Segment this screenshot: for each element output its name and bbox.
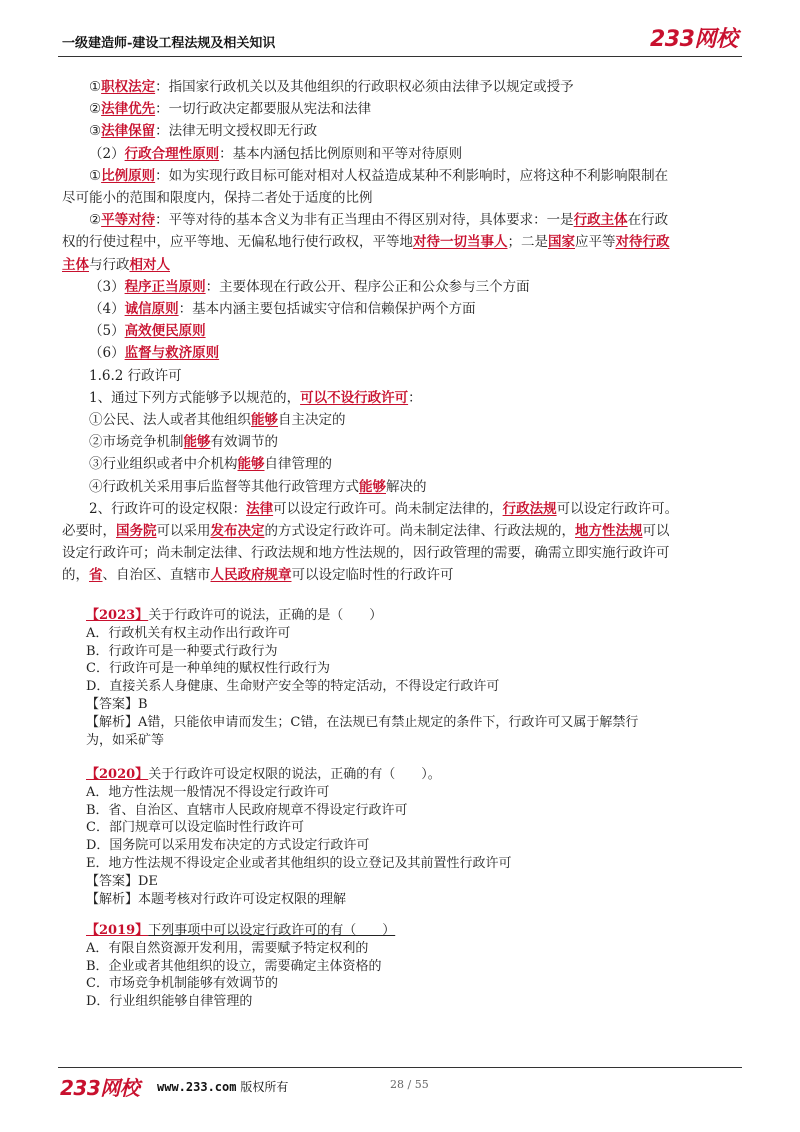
text-line: ②法律优先：一切行政决定都要服从宪法和法律	[89, 101, 372, 118]
exam-question-2019	[86, 922, 736, 1011]
key-term: 可以不设行政许可	[300, 389, 409, 406]
key-term: 行政合理性原则	[124, 145, 220, 162]
question-answer: 【答案】B	[86, 696, 148, 712]
question-answer: 【答案】DE	[86, 873, 158, 889]
question-option: D．直接关系人身健康、生命财产安全等的特定活动，不得设定行政许可	[86, 679, 500, 695]
text-line: 权的行使过程中，应平等地、无偏私地行使行政权，平等地对待一切当事人；二是国家应平等对待行政	[62, 234, 670, 251]
year-tag: 【2019】	[86, 923, 149, 938]
key-term: 法律优先	[101, 101, 156, 118]
site-url[interactable]: www.233.com	[157, 1080, 237, 1094]
question-stem: 【2023】关于行政许可的说法，正确的是（ ）	[86, 608, 383, 623]
key-term: 行政主体	[573, 212, 628, 229]
question-option: A．地方性法规一般情况不得设定行政许可	[86, 784, 330, 800]
key-term: 法律	[246, 500, 274, 517]
text-line: （6）监督与救济原则	[89, 345, 220, 362]
question-option: D．行业组织能够自律管理的	[86, 994, 253, 1010]
footer-logo: 233网校	[60, 1076, 140, 1100]
footer-divider	[58, 1067, 742, 1068]
section-heading: 1.6.2 行政许可	[89, 367, 182, 384]
key-term: 主体	[62, 256, 89, 273]
question-stem: 【2019】下列事项中可以设定行政许可的有（ ）	[86, 923, 396, 938]
document-body	[62, 76, 738, 587]
key-term: 相对人	[129, 256, 170, 273]
question-option: D．国务院可以采用发布决定的方式设定行政许可	[86, 838, 370, 854]
year-tag: 【2023】	[86, 608, 149, 623]
text-line: （5）高效便民原则	[89, 323, 206, 340]
text-line: 的，省、自治区、直辖市人民政府规章可以设定临时性的行政许可	[62, 567, 454, 584]
exam-question-2023	[86, 607, 736, 749]
key-term: 法律保留	[101, 123, 156, 140]
key-term: 行政法规	[502, 500, 557, 517]
text-line: ④行政机关采用事后监督等其他行政管理方式能够解决的	[89, 478, 427, 495]
text-line: 设定行政许可；尚未制定法律、行政法规和地方性法规的，因行政管理的需要，确需立即实施行政许可	[62, 545, 670, 562]
question-option: B．省、自治区、直辖市人民政府规章不得设定行政许可	[86, 802, 408, 818]
exam-question-2020	[86, 766, 736, 908]
question-option: C．市场竞争机制能够有效调节的	[86, 976, 278, 992]
year-tag: 【2020】	[86, 767, 149, 782]
question-option: A．有限自然资源开发利用，需要赋予特定权利的	[86, 940, 369, 956]
key-term: 能够	[359, 478, 386, 495]
key-term: 监督与救济原则	[124, 345, 220, 362]
key-term: 比例原则	[101, 167, 156, 184]
key-term: 国家	[548, 234, 575, 251]
key-term: 平等对待	[101, 212, 156, 229]
key-term: 对待一切当事人	[413, 234, 508, 251]
key-term: 发布决定	[210, 523, 265, 540]
key-term: 诚信原则	[124, 301, 179, 318]
key-term: 人民政府规章	[210, 567, 292, 584]
text-line: ②市场竞争机制能够有效调节的	[89, 434, 278, 451]
key-term: 程序正当原则	[124, 278, 206, 295]
question-option: C．部门规章可以设定临时性行政许可	[86, 820, 304, 836]
text-line: 主体与行政相对人	[62, 256, 170, 273]
key-term: 省	[89, 567, 103, 584]
question-analysis: 【解析】A错，只能依申请而发生；C错，在法规已有禁止规定的条件下，行政许可又属于解禁行	[86, 714, 639, 730]
text-line: （2）行政合理性原则：基本内涵包括比例原则和平等对待原则	[89, 145, 463, 162]
key-term: 对待行政	[615, 234, 670, 251]
header-divider	[58, 56, 742, 57]
key-term: 地方性法规	[575, 523, 643, 540]
footer-copyright: www.233.com 版权所有	[157, 1080, 289, 1094]
question-analysis: 【解析】本题考核对行政许可设定权限的理解	[86, 891, 347, 907]
key-term: 能够	[237, 456, 265, 473]
text-line: ①职权法定：指国家行政机关以及其他组织的行政职权必须由法律予以规定或授予	[89, 79, 574, 95]
question-stem: 【2020】关于行政许可设定权限的说法，正确的有（ ）。	[86, 767, 441, 782]
text-line: 1、通过下列方式能够予以规范的，可以不设行政许可：	[89, 389, 422, 406]
key-term: 能够	[251, 412, 278, 429]
brand-logo: 233网校	[650, 27, 738, 52]
question-option: B．企业或者其他组织的设立，需要确定主体资格的	[86, 958, 382, 974]
question-option: E．地方性法规不得设定企业或者其他组织的设立登记及其前置性行政许可	[86, 855, 512, 871]
key-term: 能够	[183, 434, 211, 451]
text-line: ①比例原则：如为实现行政目标可能对相对人权益造成某种不利影响时，应将这种不利影响限制在	[89, 167, 669, 184]
document-header-title: 一级建造师-建设工程法规及相关知识	[62, 36, 276, 51]
text-line: （4）诚信原则：基本内涵主要包括诚实守信和信赖保护两个方面	[89, 301, 476, 318]
text-line: 必要时，国务院可以采用发布决定的方式设定行政许可。尚未制定法律、行政法规的，地方性法规可以	[62, 523, 670, 540]
text-line: ①公民、法人或者其他组织能够自主决定的	[89, 412, 346, 429]
text-line: （3）程序正当原则：主要体现在行政公开、程序公正和公众参与三个方面	[89, 278, 530, 295]
page-number: 28 / 55	[390, 1078, 429, 1091]
question-option: A．行政机关有权主动作出行政许可	[86, 625, 291, 641]
text-line: ②平等对待：平等对待的基本含义为非有正当理由不得区别对待，具体要求：一是行政主体在行政	[89, 212, 669, 229]
text-line: 尽可能小的范围和限度内，保持二者处于适度的比例	[62, 190, 373, 207]
text-line: ③法律保留：法律无明文授权即无行政	[89, 123, 318, 140]
key-term: 职权法定	[101, 79, 156, 95]
key-term: 国务院	[116, 523, 157, 540]
question-analysis: 为，如采矿等	[86, 732, 165, 748]
key-term: 高效便民原则	[124, 323, 206, 340]
question-option: C．行政许可是一种单纯的赋权性行政行为	[86, 661, 330, 677]
question-option: B．行政许可是一种要式行政行为	[86, 643, 278, 659]
text-line: 2、行政许可的设定权限：法律可以设定行政许可。尚未制定法律的，行政法规可以设定行政许可。	[89, 500, 679, 517]
text-line: ③行业组织或者中介机构能够自律管理的	[89, 456, 332, 473]
